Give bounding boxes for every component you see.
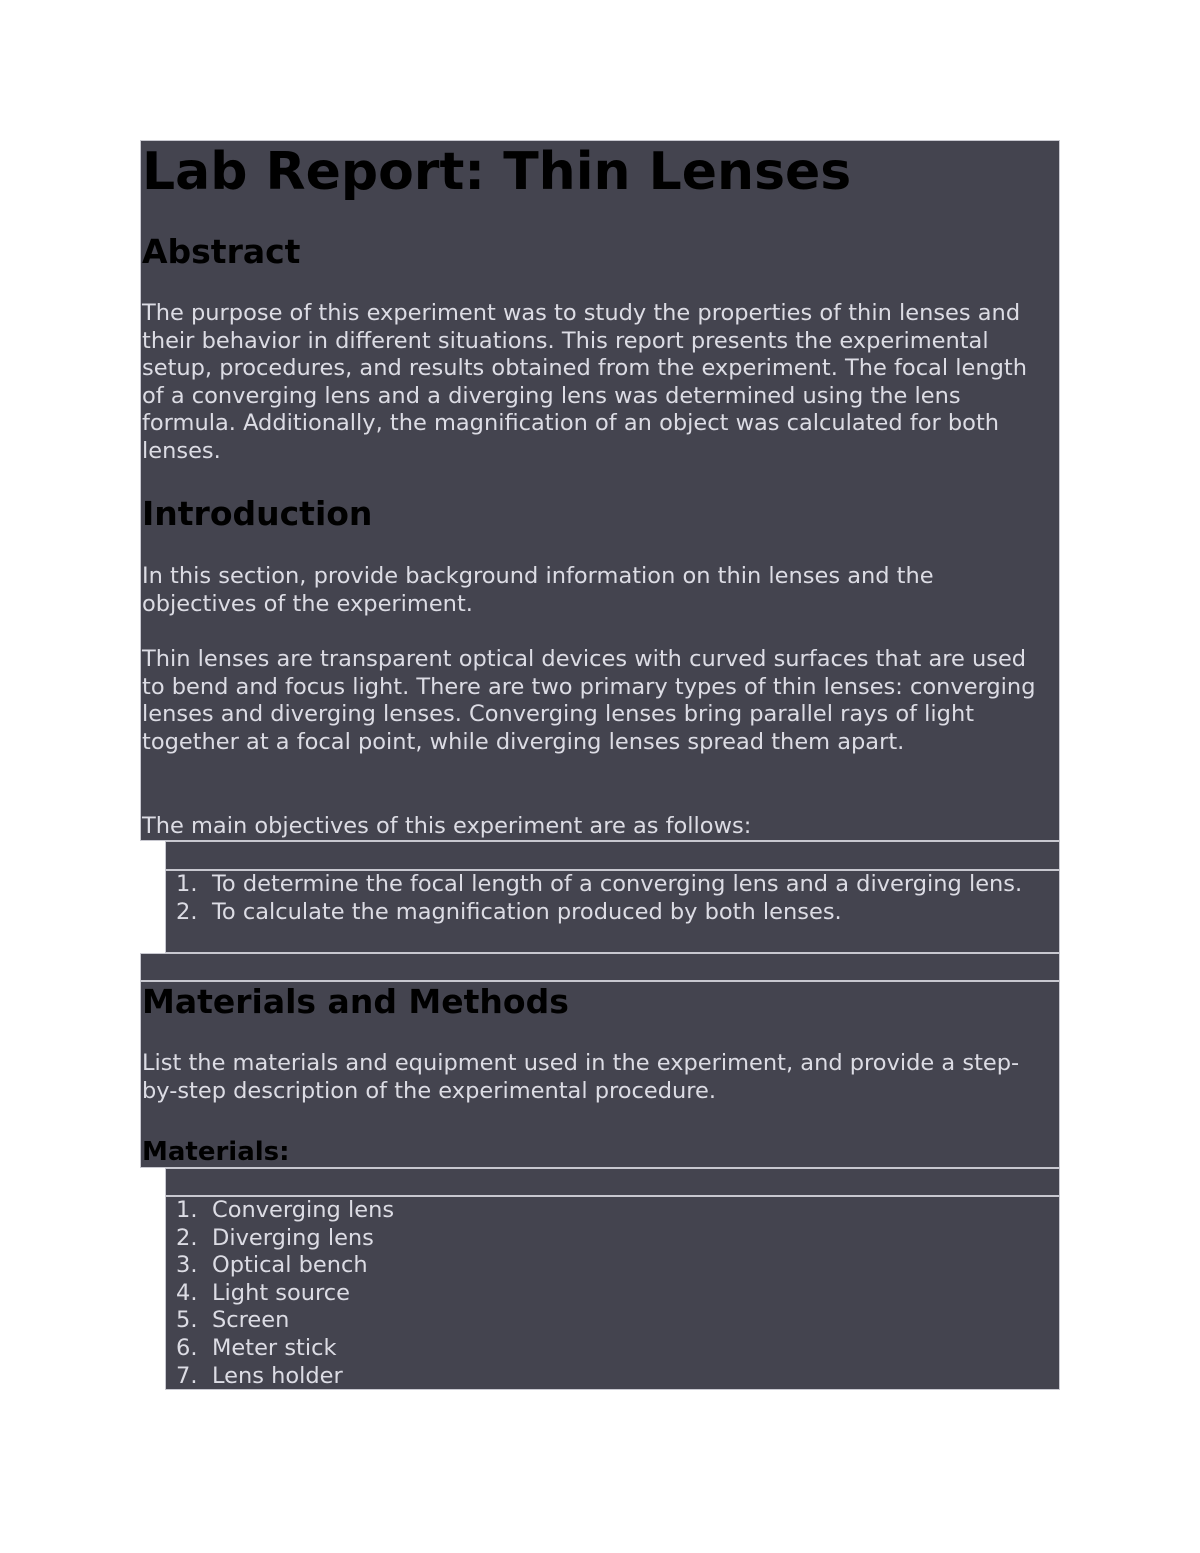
materials-spacer	[165, 1168, 1060, 1196]
list-item	[176, 1252, 1046, 1280]
list-number: 6.	[176, 1334, 198, 1361]
list-number: 1.	[176, 1197, 198, 1223]
abstract-heading: Abstract	[142, 232, 301, 271]
materials-methods-text: List the materials and equipment used in the experiment, and provide a step-by-step description of the experimental procedure.	[142, 1050, 1020, 1104]
objectives-list	[176, 871, 1046, 926]
list-number: 2.	[176, 898, 198, 925]
list-number: 4.	[176, 1279, 198, 1306]
introduction-heading: Introduction	[142, 494, 373, 533]
list-item	[176, 1307, 1046, 1335]
list-item	[176, 1225, 1046, 1253]
introduction-paragraph-3: The main objectives of this experiment are as follows:	[142, 813, 752, 839]
list-item-text: To calculate the magnification produced by both lenses.	[212, 898, 842, 925]
list-spacer-bottom	[140, 953, 1060, 981]
list-number: 5.	[176, 1307, 198, 1334]
introduction-paragraph-1: In this section, provide background information on thin lenses and the objectives of the experiment.	[142, 563, 934, 617]
materials-list	[176, 1197, 1046, 1390]
list-number: 3.	[176, 1252, 198, 1279]
list-item	[176, 899, 1046, 927]
list-item-text: Meter stick	[212, 1334, 337, 1361]
list-number: 1.	[176, 871, 198, 897]
materials-heading: Materials:	[142, 1137, 290, 1167]
list-number: 7.	[176, 1362, 198, 1389]
list-item	[176, 1335, 1046, 1363]
list-item-text: Lens holder	[212, 1362, 343, 1389]
list-item	[176, 1280, 1046, 1308]
list-item	[176, 1363, 1046, 1391]
materials-methods-heading: Materials and Methods	[142, 982, 569, 1021]
page-title: Lab Report: Thin Lenses	[142, 142, 852, 202]
list-item	[176, 1197, 1046, 1225]
list-spacer-top	[165, 841, 1060, 870]
list-item-text: Converging lens	[212, 1197, 395, 1223]
introduction-paragraph-2: Thin lenses are transparent optical devices with curved surfaces that are used to bend and focus light. There are two primary types of thin lenses: converging lenses and diverging lenses. Converging lenses bring parallel rays of light together at a focal point, while diverging lenses spread them apart.	[142, 646, 1036, 755]
list-item-text: Screen	[212, 1307, 290, 1334]
list-item-text: Diverging lens	[212, 1224, 374, 1251]
list-item	[176, 871, 1046, 899]
list-item-text: To determine the focal length of a converging lens and a diverging lens.	[212, 871, 1023, 897]
list-number: 2.	[176, 1224, 198, 1251]
list-item-text: Light source	[212, 1279, 351, 1306]
list-item-text: Optical bench	[212, 1252, 368, 1279]
abstract-text: The purpose of this experiment was to study the properties of thin lenses and their behavior in different situations. This report presents the experimental setup, procedures, and results obtained from the experiment. The focal length of a converging lens and a diverging lens was determined using the lens formula. Additionally, the magnification of an object was calculated for both lenses.	[142, 300, 1027, 464]
